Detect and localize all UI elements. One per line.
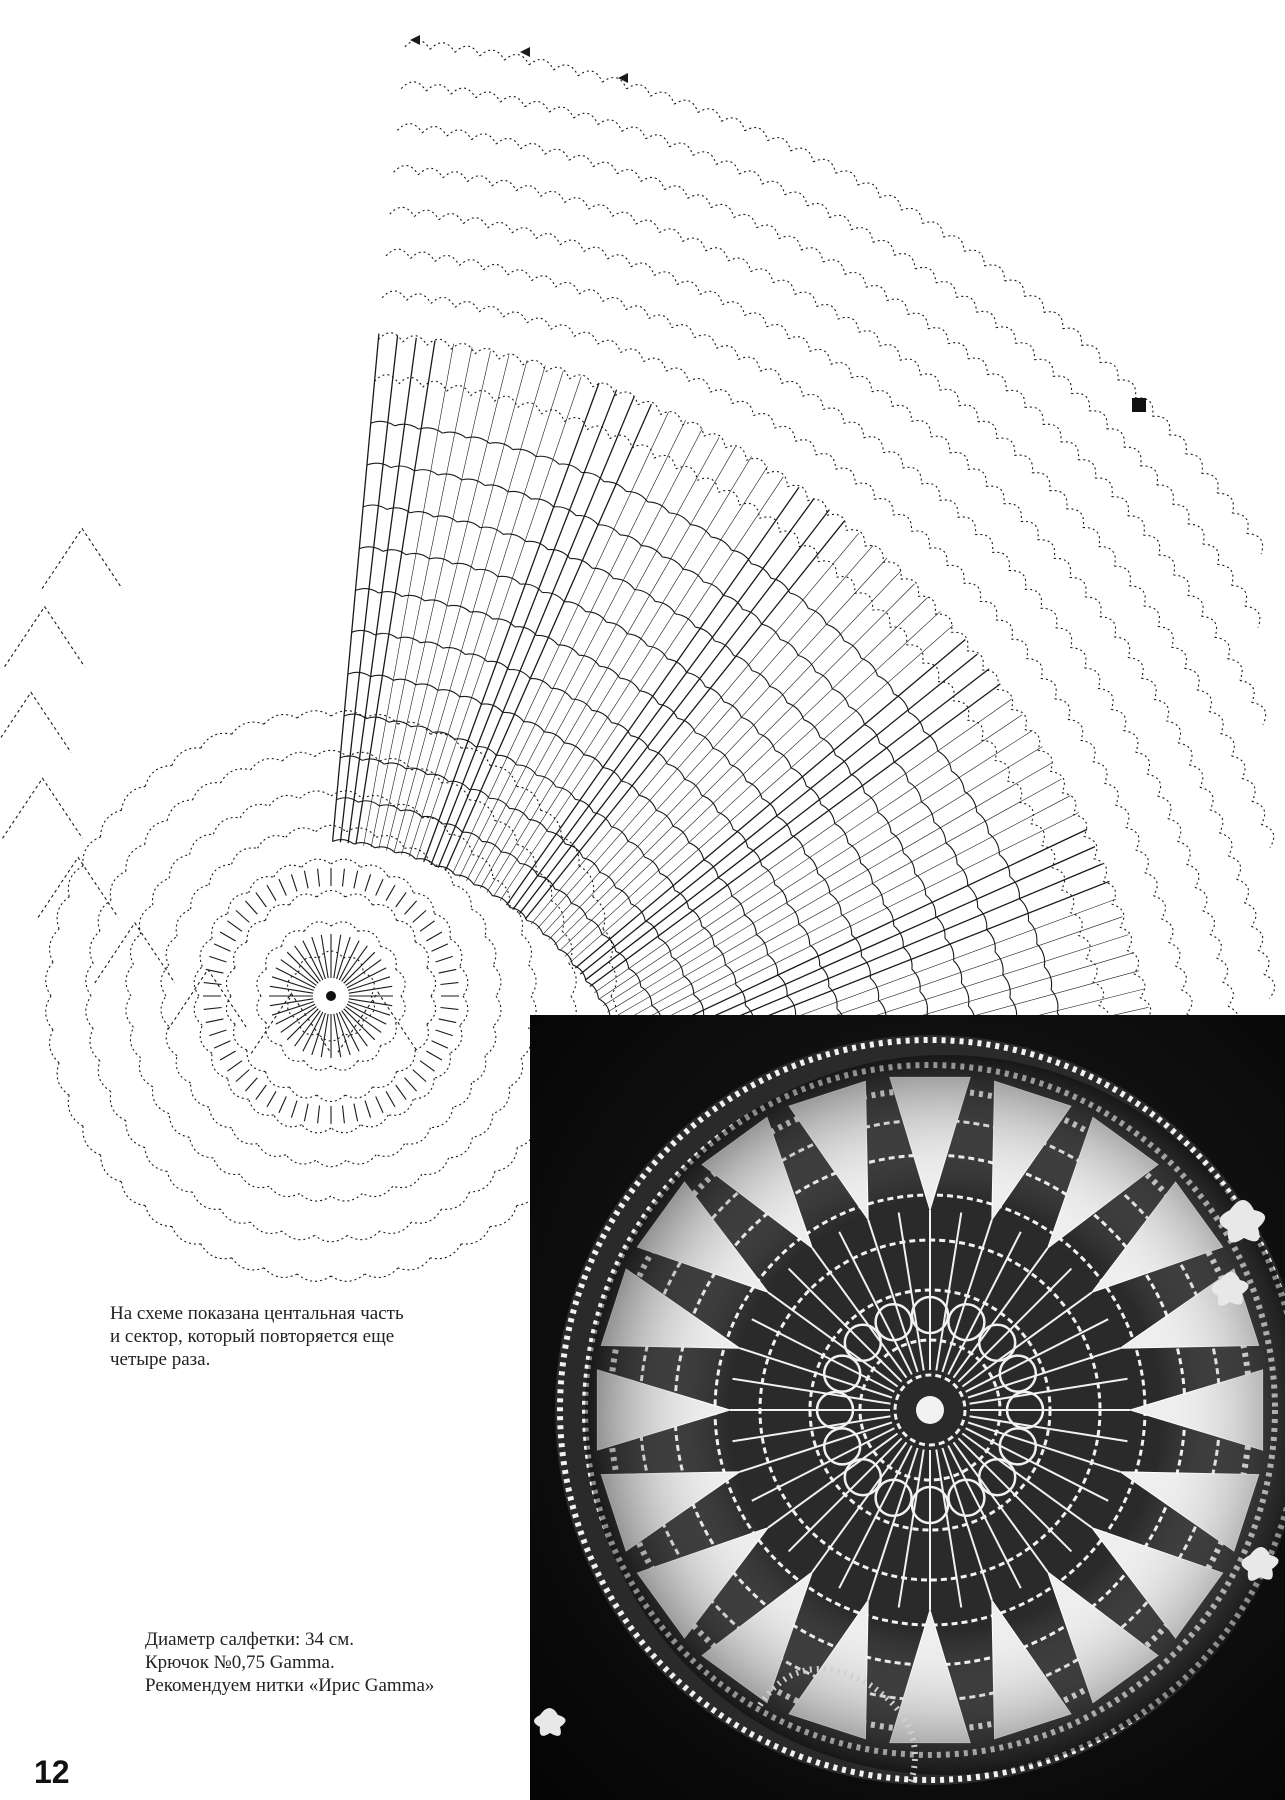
start-marker: [1132, 398, 1146, 412]
page-number: 12: [34, 1754, 70, 1790]
pattern-specs: [145, 1628, 525, 1697]
scheme-note-line: и сектор, который повторяется еще: [110, 1326, 395, 1347]
scheme-note-line: На схеме показана центальная часть: [110, 1303, 404, 1324]
scheme-note: [110, 1302, 480, 1371]
doily-photo: [530, 1015, 1285, 1800]
scheme-note-line: четыре раза.: [110, 1349, 211, 1370]
motif-center-marker: [326, 991, 336, 1001]
direction-arrows: [410, 35, 628, 83]
spec-hook: Крючок №0,75 Gamma.: [145, 1652, 335, 1673]
spec-yarn: Рекомендуем нитки «Ирис Gamma»: [145, 1675, 435, 1696]
spec-diameter: Диаметр салфетки: 34 см.: [145, 1629, 354, 1650]
